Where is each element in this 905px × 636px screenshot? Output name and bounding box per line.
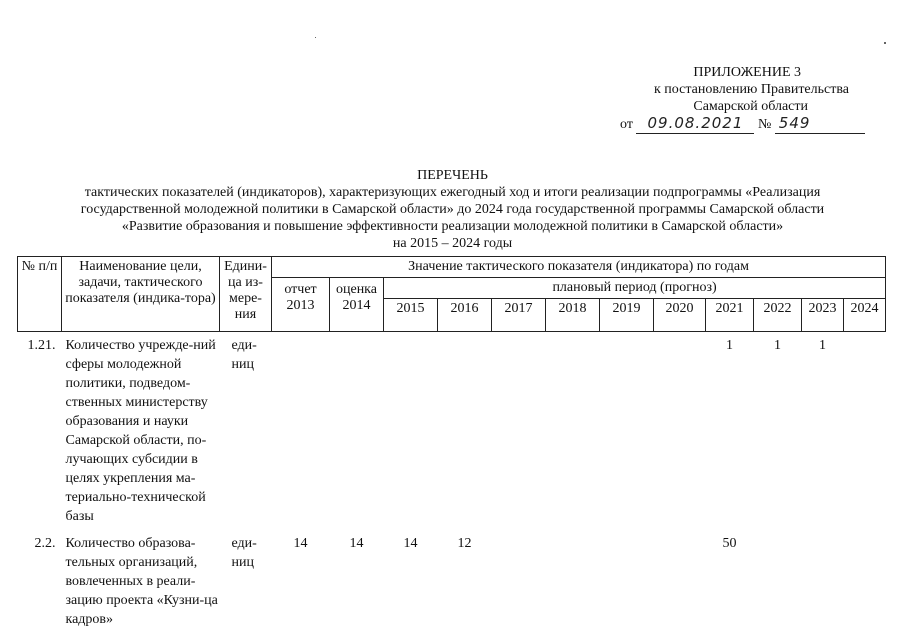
header-name: Наименование цели, задачи, тактического показателя (индика-тора) bbox=[62, 257, 220, 332]
heading-line3: «Развитие образования и повышение эффективности реализации молодежной политики в Самарской области» bbox=[121, 219, 784, 234]
appendix-date-line bbox=[620, 113, 865, 135]
row-value: 1 bbox=[774, 338, 781, 353]
row-value: 12 bbox=[457, 536, 472, 551]
row-value bbox=[654, 332, 706, 531]
document-title: ПЕРЕЧЕНЬ bbox=[417, 168, 488, 183]
heading-line2: государственной молодежной политики в Самарской области» до 2024 года государственной программы Самарской области bbox=[80, 202, 825, 217]
handwritten-number: 549 bbox=[775, 113, 865, 134]
row-name: Количество образова-тельных организаций, вовлеченных в реали-зацию проекта «Кузни-ца кадров» bbox=[65, 536, 218, 627]
header-year: 2015 bbox=[384, 299, 438, 332]
row-value bbox=[492, 332, 546, 531]
appendix-line1: к постановлению Правительства bbox=[653, 82, 849, 97]
row-value bbox=[802, 530, 844, 633]
header-year: 2017 bbox=[492, 299, 546, 332]
scan-speck bbox=[884, 42, 886, 44]
row-value bbox=[330, 332, 384, 531]
row-value: 50 bbox=[722, 536, 737, 551]
table-row bbox=[18, 332, 886, 531]
appendix-title: ПРИЛОЖЕНИЕ 3 bbox=[693, 65, 801, 80]
header-values: Значение тактического показателя (индикатора) по годам bbox=[272, 257, 886, 278]
header-year: 2023 bbox=[802, 299, 844, 332]
row-value bbox=[600, 530, 654, 633]
row-value bbox=[384, 332, 438, 531]
heading-line4: на 2015 – 2024 годы bbox=[392, 236, 513, 251]
date-prefix: от bbox=[620, 117, 633, 132]
header-plan-period: плановый период (прогноз) bbox=[384, 278, 886, 299]
row-value: 1 bbox=[726, 338, 733, 353]
header-year: 2019 bbox=[600, 299, 654, 332]
row-value bbox=[546, 530, 600, 633]
row-name: Количество учрежде-ний сферы молодежной политики, подведом-ственных министерству образования и науки Самарской области, по-лучающих субсидии в целях укрепления ма-териально-технической базы bbox=[65, 338, 216, 524]
row-value bbox=[654, 530, 706, 633]
header-year: 2024 bbox=[844, 299, 886, 332]
row-value bbox=[438, 332, 492, 531]
number-prefix: № bbox=[757, 117, 772, 132]
row-value: 14 bbox=[403, 536, 418, 551]
header-year: 2018 bbox=[546, 299, 600, 332]
row-unit: еди-ниц bbox=[231, 338, 257, 372]
header-year: 2016 bbox=[438, 299, 492, 332]
row-number: 1.21. bbox=[27, 338, 56, 353]
header-number: № п/п bbox=[18, 257, 62, 332]
heading-line1: тактических показателей (индикаторов), характеризующих ежегодный ход и итоги реализации подпрограммы «Реализация bbox=[84, 185, 821, 200]
row-value bbox=[272, 332, 330, 531]
row-value: 14 bbox=[293, 536, 308, 551]
header-year: 2020 bbox=[654, 299, 706, 332]
scan-speck bbox=[315, 37, 316, 38]
row-value: 1 bbox=[819, 338, 826, 353]
table-row bbox=[18, 530, 886, 633]
row-number: 2.2. bbox=[34, 536, 56, 551]
appendix-line2: Самарской области bbox=[693, 99, 808, 114]
row-value bbox=[546, 332, 600, 531]
row-unit: еди-ниц bbox=[231, 536, 257, 570]
row-value bbox=[844, 530, 886, 633]
header-estimate-2014: оценка 2014 bbox=[330, 278, 384, 332]
header-unit: Едини-ца из-мере-ния bbox=[220, 257, 272, 332]
row-value bbox=[844, 332, 886, 531]
header-report-2013: отчет 2013 bbox=[272, 278, 330, 332]
indicators-table bbox=[17, 256, 886, 633]
row-value bbox=[600, 332, 654, 531]
row-value bbox=[754, 530, 802, 633]
row-value bbox=[492, 530, 546, 633]
row-value: 14 bbox=[349, 536, 364, 551]
header-year: 2022 bbox=[754, 299, 802, 332]
header-year: 2021 bbox=[706, 299, 754, 332]
handwritten-date: 09.08.2021 bbox=[636, 113, 754, 134]
